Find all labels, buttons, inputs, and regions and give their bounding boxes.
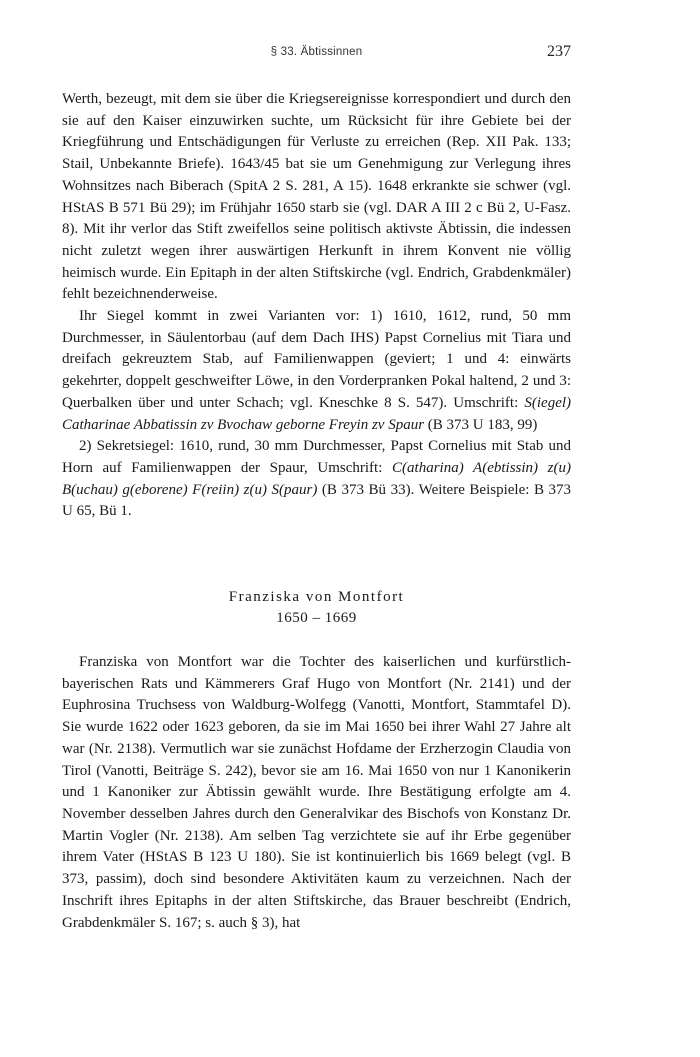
section-paragraph: Franziska von Montfort war die Tochter des kaiserlichen und kurfürstlich-bayerischen Rats und Kämmerers Graf Hugo von Montfort (Nr. 2141) und der Euphrosina Truchsess von Waldburg-Wolfegg (Vanotti, Montfort, Stammtafel D). Sie wurde 1622 oder 1623 geboren, da sie im Mai 1650 bei ihrer Wahl 27 Jahre alt war (Nr. 2138). Vermutlich war sie zunächst Hofdame der Erzherzogin Claudia von Tirol (Vanotti, Beiträge S. 242), bevor sie am 16. Mai 1650 von nur 1 Kanonikerin und 1 Kanoniker zur Äbtissin gewählt wurde. Ihre Bestätigung erfolgte am 4. November desselben Jahres durch den Generalvikar des Bischofs von Konstanz Dr. Martin Vogler (Nr. 2138). Am selben Tag verzichtete sie auf ihr Erbe gegenüber ihrem Vater (HStAS B 123 U 180). Sie ist kontinuierlich bis 1669 belegt (vgl. B 373, passim), doch sind besondere Aktivitäten kaum zu verzeichnen. Nach der Inschrift ihres Epitaphs in der alten Stiftskirche, das Brauer beschreibt (Endrich, Grabdenkmäler S. 167; s. auch § 3), hat <box>62 654 571 931</box>
paragraph-seal-1 <box>62 306 571 436</box>
paragraph-continued: Werth, bezeugt, mit dem sie über die Kriegsereignisse korrespondiert und durch den sie auf den Kaiser einzuwirken suchte, um Rücksicht für ihre Gebiete bei der Kriegführung und Entschädigungen für Verluste zu erreichen (Rep. XII Pak. 133; Stail, Unbekannte Briefe). 1643/45 bat sie um Genehmigung zur Verlegung ihres Wohnsitzes nach Biberach (SpitA 2 S. 281, A 15). 1648 erkrankte sie schwer (vgl. HStAS B 571 Bü 29); im Frühjahr 1650 starb sie (vgl. DAR A III 2 c Bü 2, U-Fasz. 8). Mit ihr verlor das Stift zweifellos seine politisch aktivste Äbtissin, die indessen nicht zuletzt wegen ihrer auswärtigen Herkunft in ihrem Konvent nie völlig heimisch wurde. Ein Epitaph in der alten Stiftskirche (vgl. Endrich, Grabdenkmäler) fehlt bezeichnenderweise. <box>62 91 571 303</box>
running-head: § 33. Äbtissinnen <box>270 46 363 58</box>
seal-1-reference: (B 373 U 183, 99) <box>427 416 538 433</box>
seal-2-reference: (B 373 Bü 33). Weitere Beispiele: B 373 U 65, Bü 1. <box>62 481 572 520</box>
seal-1-legend: S(iegel) Catharinae Abbatissin zv Bvochaw geborne Freyin zv Spaur <box>62 394 572 433</box>
section-title: Franziska von Montfort <box>228 589 405 606</box>
section-years: 1650 – 1669 <box>276 610 357 627</box>
book-page <box>62 40 571 934</box>
seal-2-description: 2) Sekretsiegel: 1610, rund, 30 mm Durchmesser, Papst Cornelius mit Stab und Horn auf Familienwappen der Spaur, Umschrift: <box>62 438 571 476</box>
seal-2-legend: C(atharina) A(ebtissin) z(u) B(uchau) g(eborene) F(reiin) z(u) S(paur) <box>62 459 572 498</box>
section-body <box>62 652 571 934</box>
page-header <box>62 40 571 64</box>
paragraph-seal-2 <box>62 436 571 523</box>
seal-1-description: Ihr Siegel kommt in zwei Varianten vor: 1) 1610, 1612, rund, 50 mm Durchmesser, in Säulentorbau (auf dem Dach IHS) Papst Cornelius mit Tiara und dreifach gekreuztem Stab, auf Familienwappen (geviert; 1 und 4: einwärts gekehrter, doppelt geschweifter Löwe, in den Vorderpranken Pokal haltend, 2 und 3: Querbalken über und unter Schach; vgl. Kneschke 8 S. 547). Umschrift: <box>62 308 571 411</box>
page-body <box>62 89 571 523</box>
page-number: 237 <box>547 43 571 60</box>
